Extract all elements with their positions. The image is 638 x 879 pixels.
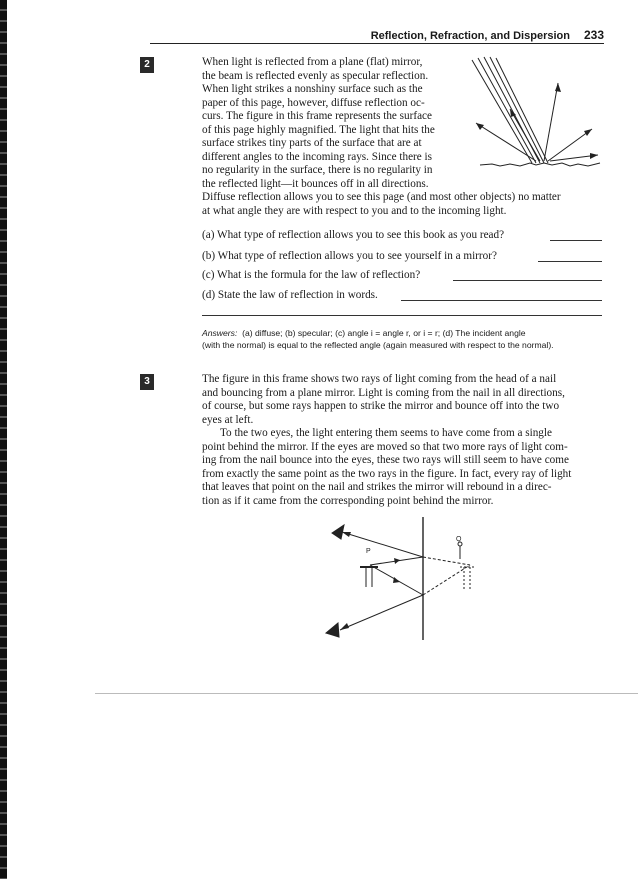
- text-line: When light is reflected from a plane (flat) mirror,: [202, 56, 423, 68]
- text-line: When light strikes a nonshiny surface such as the: [202, 83, 423, 95]
- question-b: (b) What type of reflection allows you to see yourself in a mirror?: [202, 250, 497, 262]
- text-line: The figure in this frame shows two rays of light coming from the head of a nail: [202, 373, 557, 385]
- text-line: curs. The figure in this frame represents the surface: [202, 110, 432, 122]
- text-line: point behind the mirror. If the eyes are moved so that two more rays of light com-: [202, 440, 568, 453]
- text-line: of course, but some rays happen to strike the mirror and bounce off into the two: [202, 400, 560, 412]
- answer-blank-a[interactable]: [550, 240, 602, 241]
- answer-blank-b[interactable]: [538, 261, 602, 262]
- text-line: that leaves that point on the nail and strikes the mirror will rebound in a direc-: [202, 481, 552, 493]
- text-line: of this page highly magnified. The light that hits the: [202, 123, 435, 136]
- diffuse-reflection-figure: [470, 55, 610, 175]
- text-line: To the two eyes, the light entering them seems to have come from a single: [220, 427, 552, 439]
- page-divider: [95, 693, 638, 694]
- page-binding-edge: [0, 0, 7, 879]
- question-c: (c) What is the formula for the law of reflection?: [202, 269, 421, 281]
- answer-blank-d-continued[interactable]: [202, 315, 602, 316]
- answers-text-1: (a) diffuse; (b) specular; (c) angle i = angle r, or i = r; (d) The incident angle: [242, 328, 526, 338]
- text-line: tion as if it came from the corresponding point behind the mirror.: [202, 494, 494, 507]
- chapter-title: Reflection, Refraction, and Dispersion: [370, 30, 570, 42]
- text-line: surface strikes tiny parts of the surface that are at: [202, 137, 422, 149]
- text-line: different angles to the incoming rays. Since there is: [202, 150, 433, 163]
- text-line: paper of this page, however, diffuse reflection oc-: [202, 96, 425, 109]
- text-line: the beam is reflected evenly as specular reflection.: [202, 69, 429, 82]
- answers-line-1: [202, 327, 604, 339]
- text-line: no regularity in the surface, there is no regularity in: [202, 164, 433, 176]
- text-line: at what angle they are with respect to you and to the incoming light.: [202, 205, 507, 217]
- label-q: Q: [456, 536, 462, 543]
- frame-2-badge: 2: [140, 57, 154, 73]
- question-a: (a) What type of reflection allows you to see this book as you read?: [202, 229, 505, 241]
- page-number: 233: [583, 28, 604, 42]
- text-line: the reflected light—it bounces off in all directions.: [202, 177, 429, 190]
- answers-block: [202, 327, 604, 351]
- text-line: from exactly the same point as the two rays in the figure. In fact, every ray of light: [202, 467, 572, 480]
- header-rule: [150, 43, 604, 44]
- plane-mirror-figure: [320, 515, 490, 645]
- answer-blank-d[interactable]: [401, 300, 602, 301]
- text-line: eyes at left.: [202, 413, 254, 426]
- answers-label: Answers:: [202, 328, 238, 338]
- running-header: [368, 28, 604, 42]
- question-d: (d) State the law of reflection in words.: [202, 289, 378, 301]
- text-line: ing from the nail bounce into the eyes, these two rays will still seem to have come: [202, 454, 569, 466]
- answers-line-2: (with the normal) is equal to the reflected angle (again measured with respect to the normal).: [202, 340, 554, 350]
- answer-blank-c[interactable]: [453, 280, 602, 281]
- frame-3-badge: 3: [140, 374, 154, 390]
- text-line: and bouncing from a plane mirror. Light is coming from the nail in all directions,: [202, 386, 565, 399]
- label-p: P: [366, 548, 371, 555]
- text-line: Diffuse reflection allows you to see this page (and most other objects) no matter: [202, 191, 561, 203]
